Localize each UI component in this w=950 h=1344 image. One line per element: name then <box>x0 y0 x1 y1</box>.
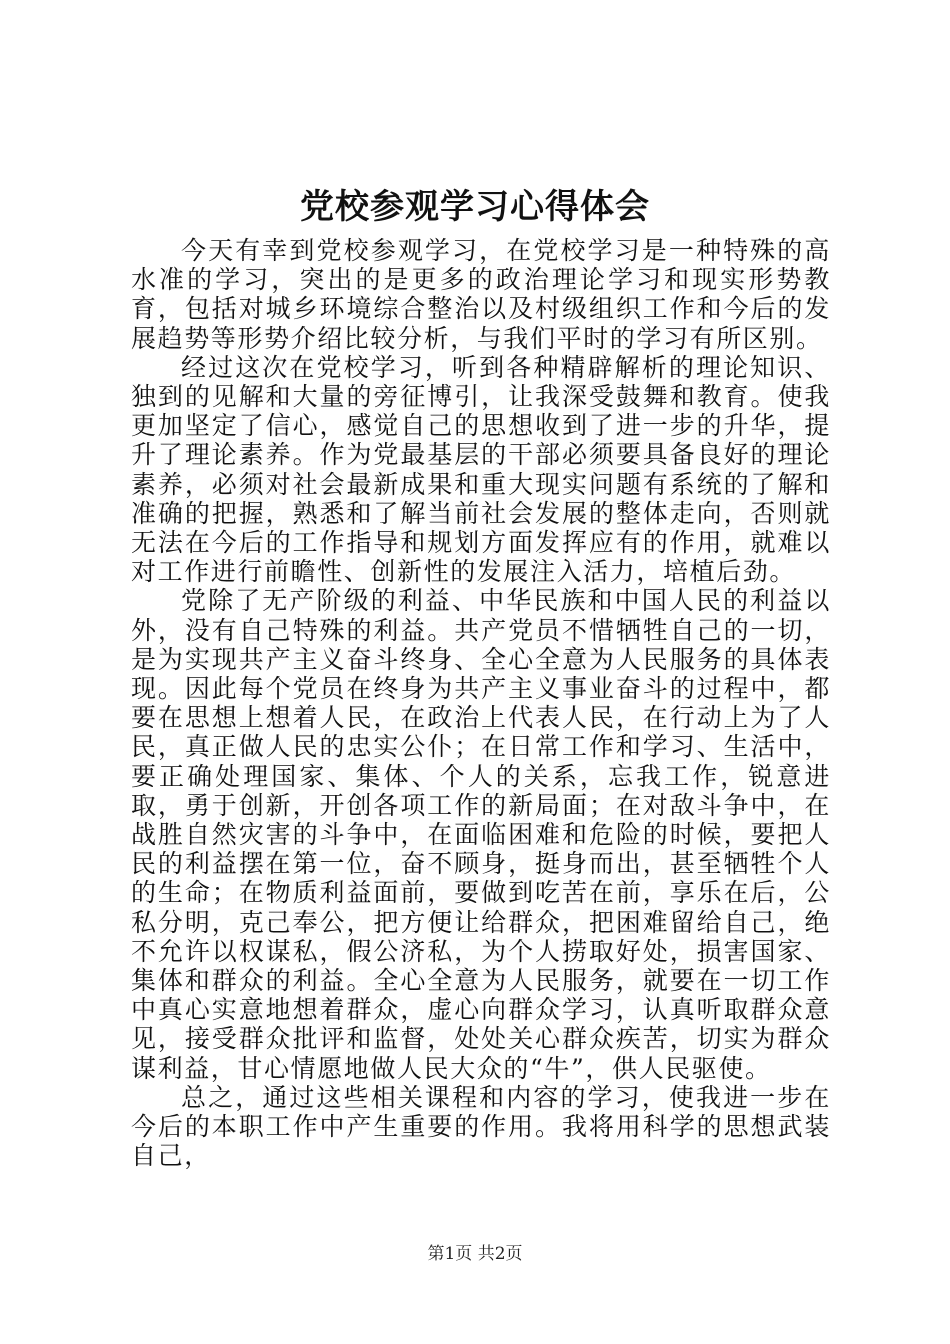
paragraph-1: 今天有幸到党校参观学习，在党校学习是一种特殊的高水准的学习，突出的是更多的政治理论学习和现实形势教育，包括对城乡环境综合整治以及村级组织工作和今后的发展趋势等形势介绍比较分析，与我们平时的学习有所区别。 <box>131 236 831 353</box>
paragraph-2: 经过这次在党校学习，听到各种精辟解析的理论知识、独到的见解和大量的旁征博引，让我深受鼓舞和教育。使我更加坚定了信心，感觉自己的思想收到了进一步的升华，提升了理论素养。作为党最基层的干部必须要具备良好的理论素养，必须对社会最新成果和重大现实问题有系统的了解和准确的把握，熟悉和了解当前社会发展的整体走向，否则就无法在今后的工作指导和规划方面发挥应有的作用，就难以对工作进行前瞻性、创新性的发展注入活力，培植后劲。 <box>131 352 831 587</box>
paragraph-3: 党除了无产阶级的利益、中华民族和中国人民的利益以外，没有自己特殊的利益。共产党员不惜牺牲自己的一切，是为实现共产主义奋斗终身、全心全意为人民服务的具体表现。因此每个党员在终身为共产主义事业奋斗的过程中，都要在思想上想着人民，在政治上代表人民，在行动上为了人民，真正做人民的忠实公仆；在日常工作和学习、生活中，要正确处理国家、集体、个人的关系，忘我工作，锐意进取，勇于创新，开创各项工作的新局面；在对敌斗争中，在战胜自然灾害的斗争中，在面临困难和危险的时候，要把人民的利益摆在第一位，奋不顾身，挺身而出，甚至牺牲个人的生命；在物质利益面前，要做到吃苦在前，享乐在后，公私分明，克己奉公，把方便让给群众，把困难留给自己，绝不允许以权谋私，假公济私，为个人捞取好处，损害国家、集体和群众的利益。全心全意为人民服务，就要在一切工作中真心实意地想着群众，虚心向群众学习，认真听取群众意见，接受群众批评和监督，处处关心群众疾苦，切实为群众谋利益，甘心情愿地做人民大众的“牛”，供人民驱使。 <box>131 586 831 1083</box>
paragraph-4: 总之，通过这些相关课程和内容的学习，使我进一步在今后的本职工作中产生重要的作用。我将用科学的思想武装自己， <box>131 1082 831 1171</box>
document-body <box>131 236 831 1171</box>
page-number-footer: 第1页 共2页 <box>427 1244 523 1264</box>
document-title: 党校参观学习心得体会 <box>300 187 650 227</box>
